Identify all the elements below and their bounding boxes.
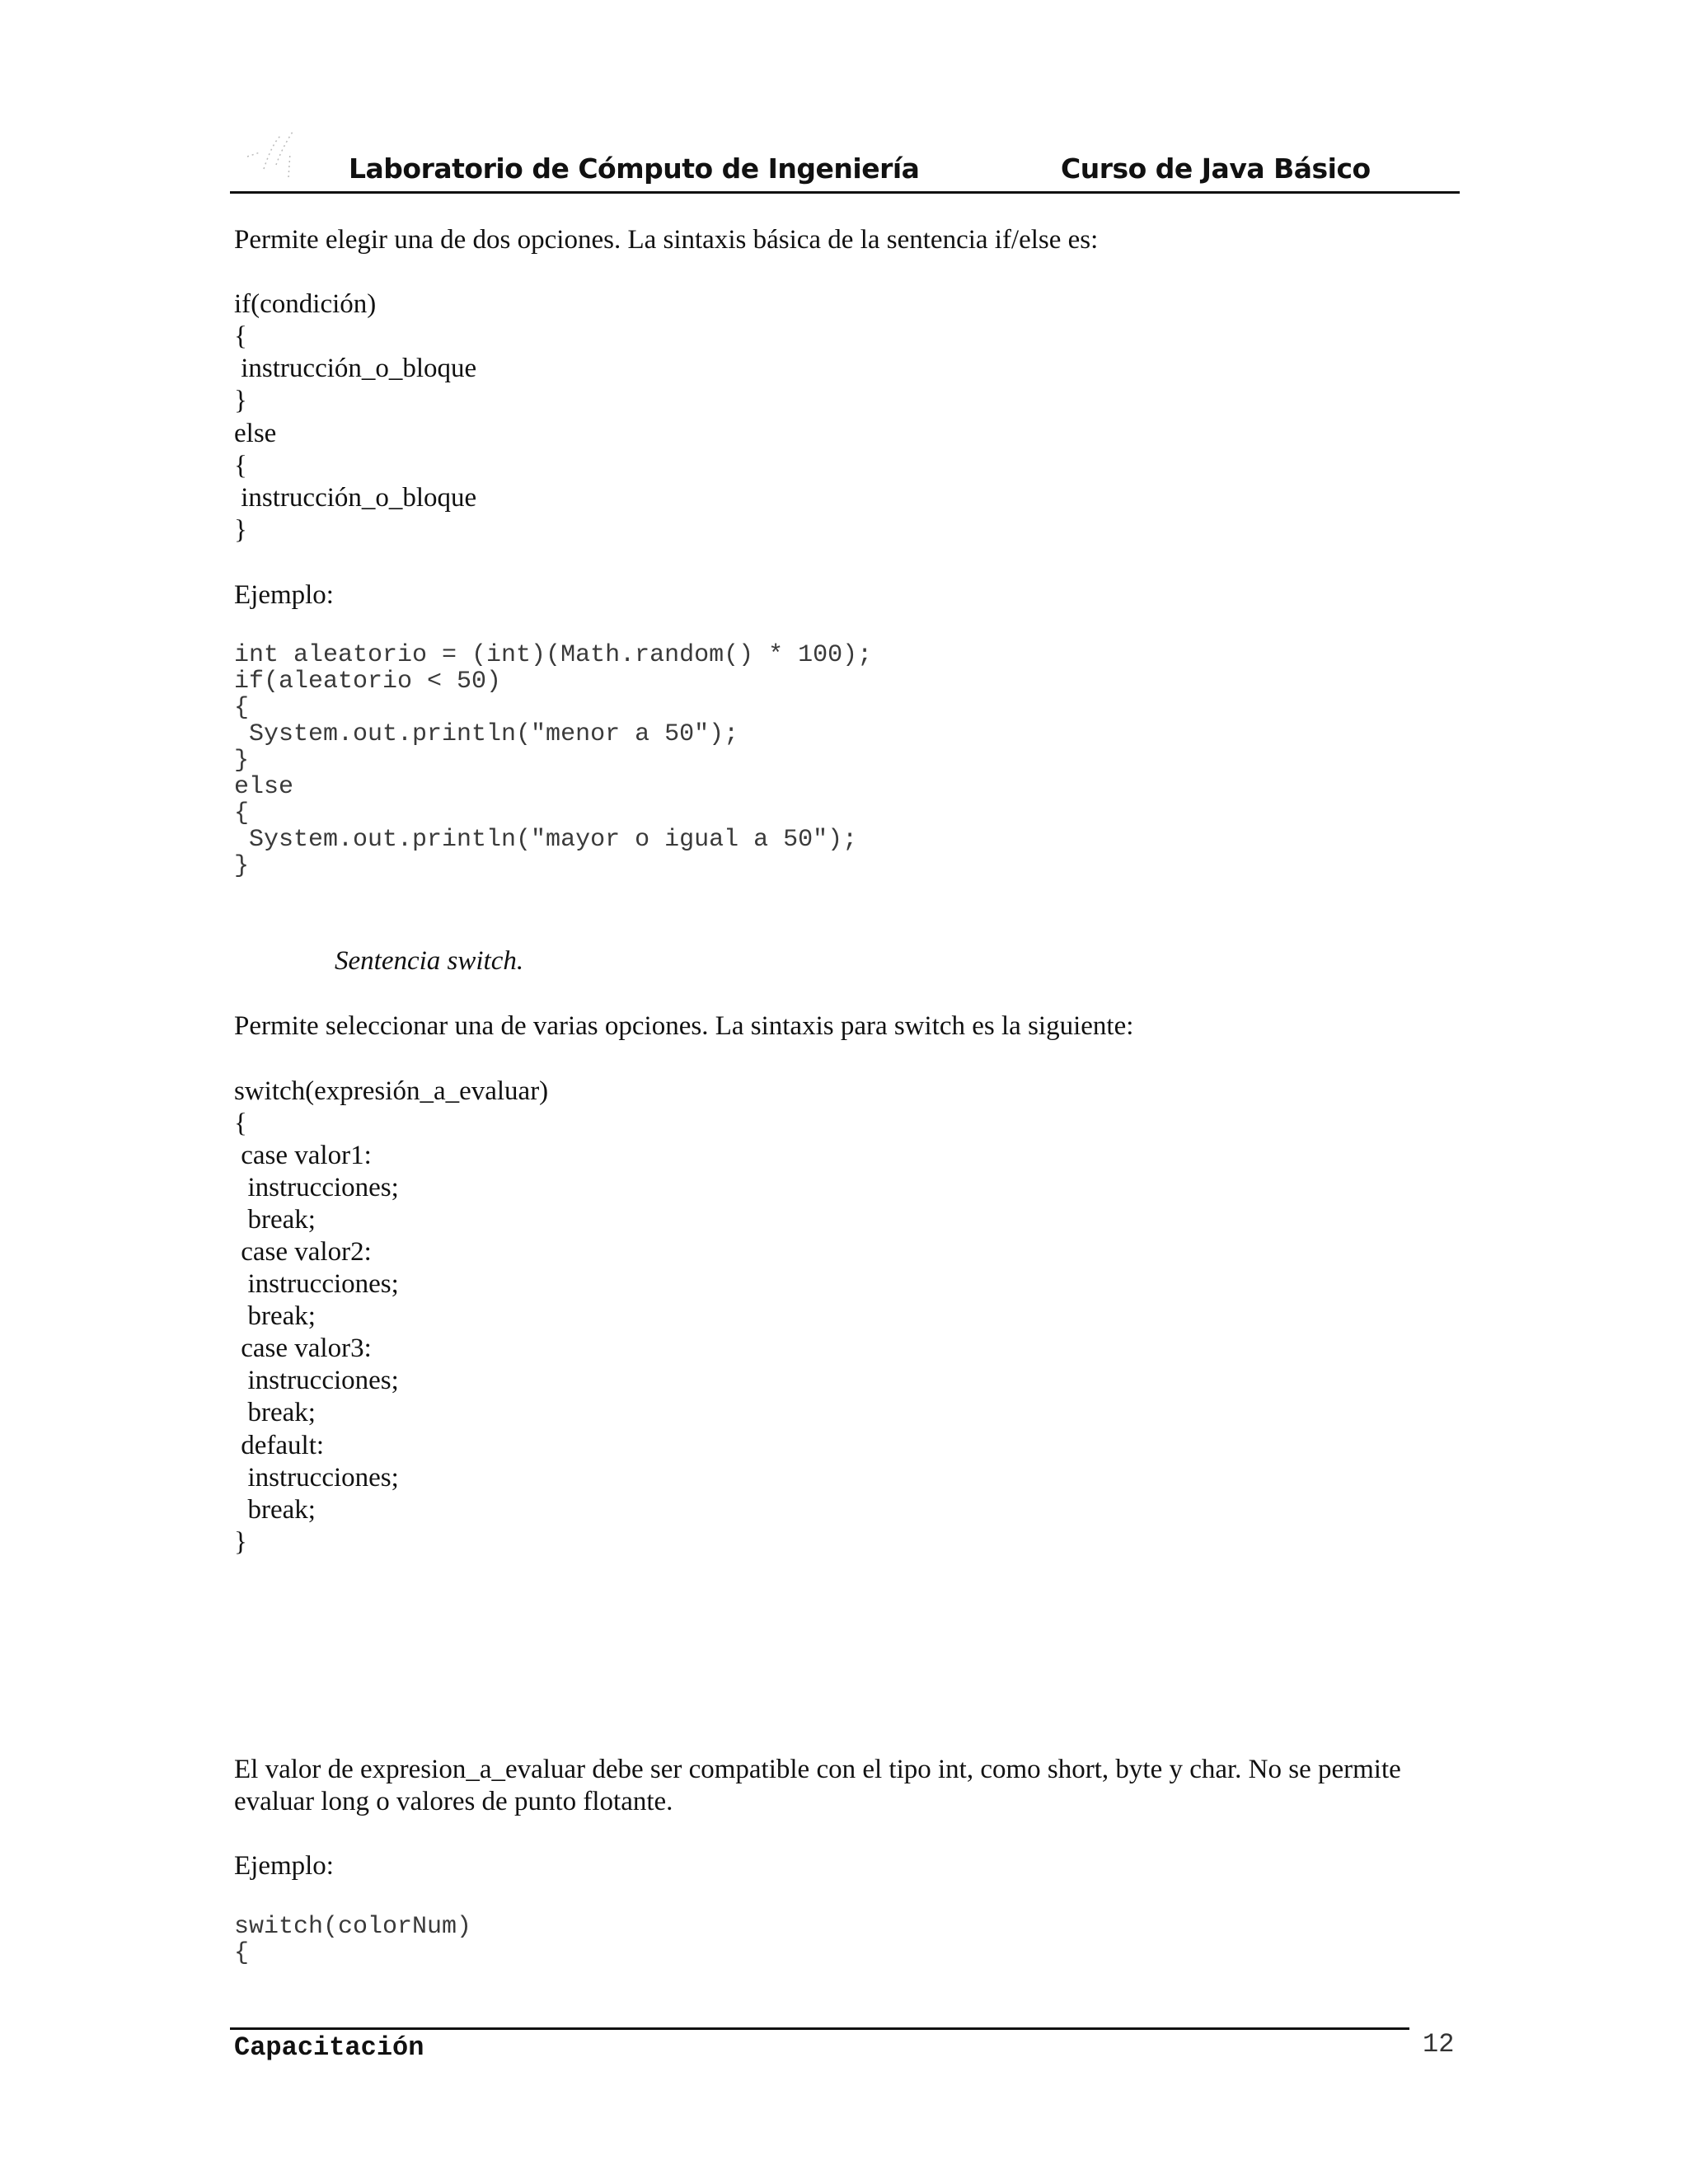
syntax-line: } (234, 386, 247, 415)
paragraph-if-intro: Permite elegir una de dos opciones. La sintaxis básica de la sentencia if/else es: (234, 225, 1099, 255)
syntax-line: instrucciones; (234, 1463, 399, 1493)
paragraph-switch-note: evaluar long o valores de punto flotante. (234, 1787, 673, 1816)
code-line: } (234, 747, 250, 775)
example-label: Ejemplo: (234, 580, 334, 610)
code-line: else (234, 773, 294, 801)
page-number: 12 (1423, 2029, 1455, 2060)
example-label: Ejemplo: (234, 1851, 334, 1881)
code-line: } (234, 852, 250, 880)
code-line: switch(colorNum) (234, 1913, 472, 1941)
syntax-line: instrucciones; (234, 1269, 399, 1299)
code-line: if(aleatorio < 50) (234, 668, 502, 696)
syntax-line: { (234, 451, 247, 480)
code-line: int aleatorio = (int)(Math.random() * 100); (234, 641, 873, 669)
syntax-line: instrucción_o_bloque (234, 483, 477, 513)
code-line: System.out.println("mayor o igual a 50"); (234, 826, 858, 854)
section-heading-switch: Sentencia switch. (335, 946, 524, 976)
header-lab-title: Laboratorio de Cómputo de Ingeniería (349, 152, 920, 185)
code-line: { (234, 694, 250, 722)
footer-label: Capacitación (234, 2032, 424, 2063)
institution-logo-icon (231, 120, 338, 185)
paragraph-switch-intro: Permite seleccionar una de varias opciones. La sintaxis para switch es la siguiente: (234, 1011, 1134, 1041)
paragraph-switch-note: El valor de expresion_a_evaluar debe ser compatible con el tipo int, como short, byte y char. No se permite (234, 1755, 1401, 1784)
syntax-line: if(condición) (234, 289, 377, 319)
syntax-line: } (234, 1527, 247, 1557)
syntax-line: break; (234, 1301, 316, 1331)
syntax-line: instrucción_o_bloque (234, 354, 477, 383)
header-course-title: Curso de Java Básico (1061, 152, 1371, 185)
syntax-line: else (234, 419, 277, 448)
code-line: { (234, 799, 250, 827)
syntax-line: break; (234, 1205, 316, 1235)
syntax-line: instrucciones; (234, 1366, 399, 1395)
syntax-line: { (234, 1108, 247, 1138)
footer-rule (230, 2027, 1409, 2030)
syntax-line: { (234, 321, 247, 351)
header-rule (230, 191, 1460, 194)
syntax-line: case valor1: (234, 1141, 372, 1170)
syntax-line: default: (234, 1431, 325, 1460)
syntax-line: instrucciones; (234, 1173, 399, 1202)
syntax-line: case valor3: (234, 1333, 372, 1363)
syntax-line: break; (234, 1398, 316, 1427)
code-line: { (234, 1939, 250, 1967)
syntax-line: } (234, 515, 247, 545)
syntax-line: break; (234, 1495, 316, 1525)
syntax-line: switch(expresión_a_evaluar) (234, 1076, 549, 1106)
code-line: System.out.println("menor a 50"); (234, 720, 739, 748)
syntax-line: case valor2: (234, 1237, 372, 1267)
